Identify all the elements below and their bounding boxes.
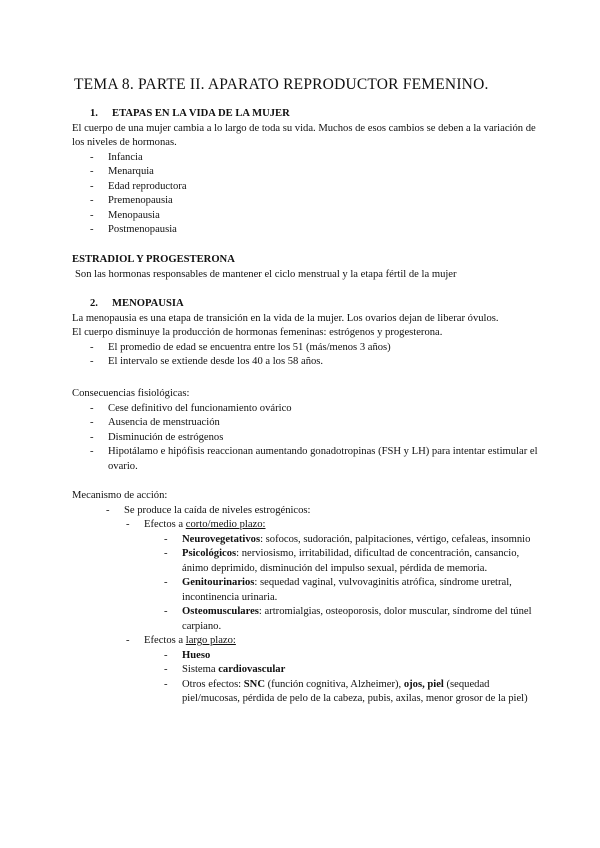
list-item: - Ausencia de menstruación <box>72 416 540 431</box>
largo-plazo-list <box>72 634 540 649</box>
consecuencias-list <box>72 402 540 475</box>
section-menopausia <box>72 297 540 370</box>
section-title: MENOPAUSIA <box>112 298 184 309</box>
effect-text: (función cognitiva, Alzheimer), <box>264 678 404 690</box>
section-number: 2. <box>90 298 98 309</box>
list-item <box>72 605 540 634</box>
list-item <box>72 533 540 548</box>
list-item <box>72 518 540 533</box>
list-item <box>72 547 540 576</box>
section-etapas <box>72 107 540 238</box>
list-item: - Se produce la caída de niveles estrogénicos: <box>72 504 540 519</box>
edad-list <box>72 341 540 370</box>
list-item <box>72 649 540 664</box>
list-item: - Premenopausia <box>72 194 540 209</box>
section-title: ESTRADIOL Y PROGESTERONA <box>72 254 235 265</box>
list-item: - El intervalo se extiende desde los 40 a los 58 años. <box>72 355 540 370</box>
list-item: - Infancia <box>72 151 540 166</box>
list-item: - Disminución de estrógenos <box>72 431 540 446</box>
list-item <box>72 678 540 707</box>
effect-text: Otros efectos: <box>182 678 244 690</box>
corto-plazo-label: corto/medio plazo: <box>185 519 266 530</box>
list-item: - Postmenopausia <box>72 223 540 238</box>
effect-text: : nerviosismo, irritabilidad, dificultad de concentración, cansancio, ánimo deprimido, disminución del impulso sexual, pérdida de memoria. <box>182 548 520 574</box>
effect-text: : artromialgias, osteoporosis, dolor muscular, síndrome del túnel carpiano. <box>182 606 532 632</box>
subheading: Consecuencias fisiológicas: <box>72 388 190 399</box>
list-item <box>72 576 540 605</box>
list-item: - Hipotálamo e hipófisis reaccionan aumentando gonadotropinas (FSH y LH) para intentar estimular el ovario. <box>72 445 540 474</box>
list-item: - Cese definitivo del funcionamiento ovárico <box>72 402 540 417</box>
section-heading <box>72 107 540 122</box>
effect-name: Neurovegetativos <box>182 533 261 545</box>
effect-text: (sequedad piel/mucosas, pérdida de pelo de la cabeza, pubis, axilas, menor grosor de la piel) <box>182 678 528 704</box>
label-prefix: Efectos a <box>144 519 186 530</box>
mecanismo-list <box>72 504 540 519</box>
list-item: - Menarquia <box>72 165 540 180</box>
document-title: TEMA 8. PARTE II. APARATO REPRODUCTOR FEMENINO. <box>74 76 489 93</box>
effect-name: cardiovascular <box>218 664 286 675</box>
largo-plazo-label: largo plazo: <box>185 635 236 646</box>
list-item: - Menopausia <box>72 209 540 224</box>
section-heading <box>72 297 540 312</box>
effect-text: Sistema <box>182 664 219 675</box>
list-item <box>72 634 540 649</box>
effect-name: Psicológicos <box>182 548 237 559</box>
largo-efectos-list <box>72 649 540 707</box>
list-item: - Edad reproductora <box>72 180 540 195</box>
section-estradiol <box>72 253 540 282</box>
corto-plazo-list <box>72 518 540 533</box>
paragraph: La menopausia es una etapa de transición en la vida de la mujer. Los ovarios dejan de liberar óvulos. <box>72 312 499 324</box>
list-item: - El promedio de edad se encuentra entre los 51 (más/menos 3 años) <box>72 341 540 356</box>
section-title: ETAPAS EN LA VIDA DE LA MUJER <box>112 108 290 119</box>
label-prefix: Efectos a <box>144 635 186 646</box>
effect-name: SNC <box>243 678 265 690</box>
effect-name: ojos, piel <box>403 678 444 690</box>
mecanismo-block <box>72 489 540 707</box>
paragraph: El cuerpo de una mujer cambia a lo largo de toda su vida. Muchos de esos cambios se deben a la variación de los niveles de hormonas. <box>72 122 536 148</box>
effect-name: Hueso <box>182 649 211 661</box>
effect-name: Osteomusculares <box>182 606 259 617</box>
effect-name: Genitourinarios <box>182 577 255 588</box>
effect-text: : sofocos, sudoración, palpitaciones, vértigo, cefaleas, insomnio <box>260 533 531 545</box>
effect-text: : sequedad vaginal, vulvovaginitis atrófica, síndrome uretral, incontinencia urinaria. <box>182 577 512 603</box>
paragraph: Son las hormonas responsables de mantener el ciclo menstrual y la etapa fértil de la mujer <box>75 268 457 280</box>
consecuencias-block <box>72 387 540 474</box>
paragraph: El cuerpo disminuye la producción de hormonas femeninas: estrógenos y progesterona. <box>72 327 443 338</box>
subheading: Mecanismo de acción: <box>72 490 168 501</box>
etapas-list <box>72 151 540 238</box>
list-item <box>72 663 540 678</box>
section-number: 1. <box>90 108 98 119</box>
corto-efectos-list <box>72 533 540 635</box>
